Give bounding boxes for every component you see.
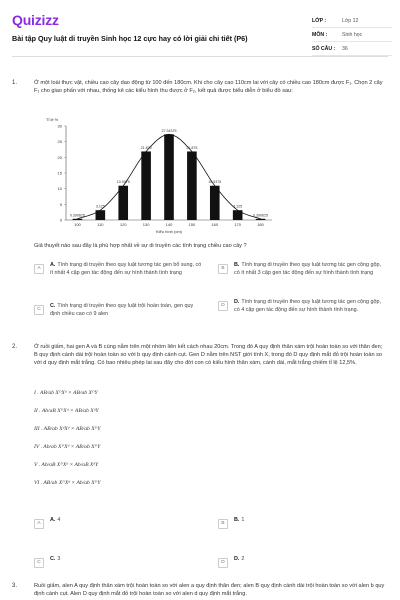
question-number: 2. [12, 344, 18, 350]
option-marker: B [218, 264, 228, 274]
cross-formula: V . Ab/aB XᴰXᵈ × Ab/aB XᵈY [34, 462, 99, 468]
option-marker: A [34, 519, 44, 529]
question-number: 3. [12, 583, 18, 589]
cross-formula: VI . AB/ab XᴰXᵈ × Ab/ab XᴰY [34, 480, 101, 486]
x-tick-label: 160 [211, 222, 219, 227]
cross-formula: IV . Ab/ab XᴰXᵈ × AB/ab XᴰY [34, 444, 101, 450]
x-tick-label: 120 [119, 222, 127, 227]
question-number: 1. [12, 80, 18, 86]
height-distribution-chart [40, 112, 280, 242]
quizizz-logo: Quizizz [12, 12, 59, 28]
bar [233, 210, 243, 220]
y-tick-label: 0 [59, 217, 62, 223]
question-text: Ruồi giấm, alen A quy định thân xám trội hoàn toàn so với alen a quy định thân đen; alen B quy định cánh dài trội hoàn toàn so với alen b quy định cánh cụt. Alen D quy định mắt đỏ trội hoàn toàn so với alen d quy định mắt trắng. [34, 583, 385, 597]
y-tick-label: 10 [57, 186, 62, 192]
meta-row-count [312, 42, 392, 56]
meta-value: Sinh học [342, 31, 363, 38]
x-tick-label: 100 [74, 222, 81, 227]
data-label: 10.9375 [208, 180, 222, 185]
meta-value: Lớp 12 [342, 17, 359, 24]
header-divider [12, 56, 388, 57]
y-tick-label: 5 [59, 201, 62, 207]
x-tick-label: 170 [234, 222, 242, 227]
question-text: Ở ruồi giấm, hai gen A và B cùng nằm trên một nhóm liên kết cách nhau 20cm. Trong đó A quy định thân xám trội hoàn toàn so với thân đen; B quy định cánh dài trội hoàn toàn so với b quy định cánh cụt. Gen D nằm trên NST giới tính X, trong đó D quy định mắt đỏ trội hoàn toàn so với d quy định mắt trắng. Có bao nhiêu phép lai sau đây cho đời con có kiểu hình thân xám, cánh dài, mắt trắng chiếm tỉ lệ 12,5%. [34, 344, 383, 366]
bar [210, 186, 220, 220]
data-label: 0.390625 [253, 213, 269, 218]
option-d[interactable] [218, 299, 388, 314]
option-marker: A [34, 264, 44, 274]
option-marker: D [218, 558, 228, 568]
y-tick-label: 20 [57, 154, 62, 160]
option-marker: D [218, 301, 228, 311]
meta-key: LỚP : [312, 17, 327, 24]
option-a[interactable] [34, 517, 60, 529]
x-tick-label: 110 [97, 222, 104, 227]
data-label: 27.34375 [161, 128, 177, 133]
data-label: 3.125 [233, 204, 243, 209]
meta-value: 36 [342, 45, 348, 52]
meta-row-class [312, 14, 392, 28]
bar [187, 151, 197, 220]
y-axis-label: Tỉ lệ % [46, 117, 59, 122]
bar [164, 134, 174, 220]
data-label: 10.9375 [116, 180, 130, 185]
option-text: C. Tính trạng di truyền theo quy luật trội hoàn toàn, gen quy định chiều cao có 9 alen [50, 303, 194, 317]
option-c[interactable] [34, 556, 60, 568]
y-tick-label: 25 [57, 139, 62, 145]
bar [141, 151, 151, 220]
option-marker: C [34, 305, 44, 315]
meta-row-subject [312, 28, 392, 42]
x-tick-label: 140 [165, 222, 173, 227]
data-label: 0.390625 [69, 213, 85, 218]
data-label: 21.875 [140, 145, 152, 150]
y-tick-label: 30 [57, 123, 62, 129]
x-tick-label: 180 [257, 222, 264, 227]
option-text: C. 3 [50, 556, 61, 562]
bar [256, 219, 266, 220]
question-prompt: Giả thuyết nào sau đây là phù hợp nhất về sự di truyền các tính trạng chiều cao cây ? [34, 243, 247, 249]
meta-table [312, 14, 392, 56]
cross-formula: II . Ab/aB XᴰXᵈ × AB/ab XᵈY [34, 408, 99, 414]
option-text: D. 2 [234, 556, 245, 562]
option-text: B. 1 [234, 517, 245, 523]
y-tick-label: 15 [57, 170, 62, 176]
page-title: Bài tập Quy luật di truyền Sinh học 12 cực hay có lời giải chi tiết (P6) [12, 34, 248, 43]
option-c[interactable] [34, 303, 204, 318]
meta-key: SỐ CÂU : [312, 45, 336, 52]
meta-key: MÔN : [312, 31, 328, 38]
bar [118, 186, 128, 220]
option-d[interactable] [218, 556, 244, 568]
option-marker: C [34, 558, 44, 568]
option-text: D. Tính trạng di truyền theo quy luật tương tác gen cộng gộp, có 4 cặp gen tác động đến sự hình thành tính trạng. [234, 299, 382, 313]
cross-formula: I . AB/ab XᴰXᵈ × AB/ab XᴰY [34, 390, 98, 396]
data-label: 21.875 [186, 145, 198, 150]
bar [73, 219, 83, 220]
x-tick-label: 130 [142, 222, 150, 227]
option-b[interactable] [218, 262, 388, 277]
option-a[interactable] [34, 262, 204, 277]
bar [96, 210, 106, 220]
data-label: 3.125 [95, 204, 105, 209]
option-text: A. 4 [50, 517, 61, 523]
question-text: Ở một loài thực vật, chiều cao cây dao động từ 100 đến 180cm. Khi cho cây cao 110cm lai với cây có chiều cao 180cm được F₁. Chọn 2 cây F₁ cho giao phấn với nhau, thống kê các kiểu hình thu được ở F₂, kết quả được biểu diễn ở biểu đồ sau: [34, 80, 383, 94]
option-text: A. Tính trạng di truyền theo quy luật tương tác gen bổ sung, có ít nhất 4 cặp gen tác động đến sự hình thành tính trạng [50, 262, 202, 276]
option-marker: B [218, 519, 228, 529]
option-text: B. Tính trạng di truyền theo quy luật tương tác gen cộng gộp, có ít nhất 3 cặp gen tác động đến sự hình thành tính trạng [234, 262, 382, 276]
x-axis-label: Kiểu hình (cm) [155, 229, 183, 234]
option-b[interactable] [218, 517, 244, 529]
x-tick-label: 150 [188, 222, 196, 227]
cross-formula: III . AB/ab XᵈXᵈ × AB/ab XᴰY [34, 426, 101, 432]
